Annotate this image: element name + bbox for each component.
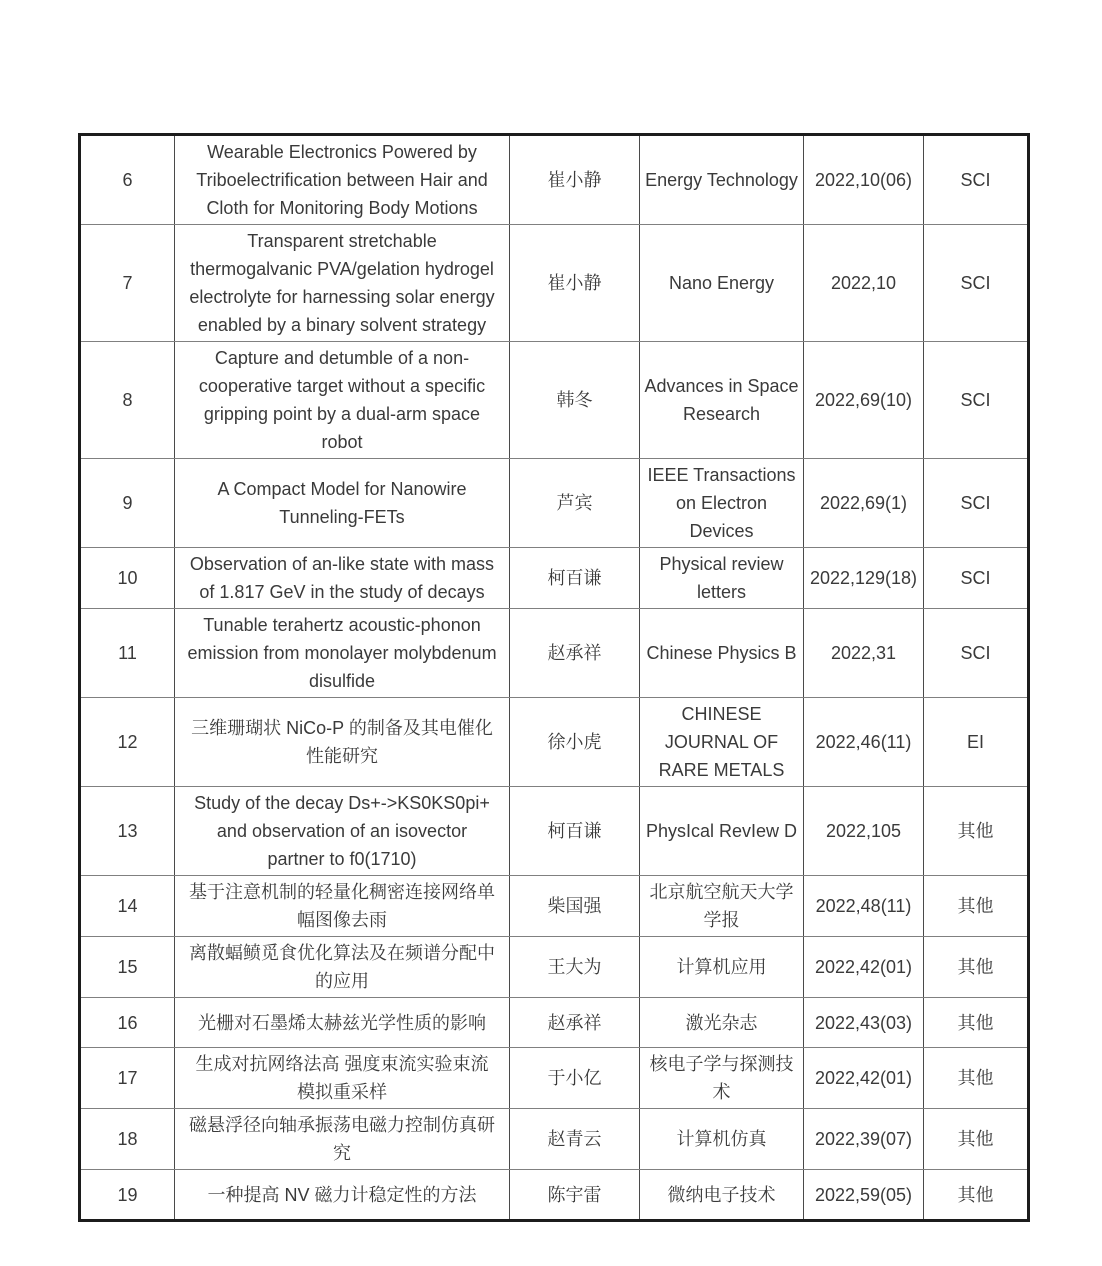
cell-journal: 微纳电子技术: [640, 1170, 804, 1221]
cell-title: Capture and detumble of a non-cooperative target without a specific gripping point by a dual-arm space robot: [175, 342, 510, 459]
cell-index: 其他: [924, 1170, 1029, 1221]
cell-issue: 2022,42(01): [804, 1048, 924, 1109]
cell-no: 6: [80, 135, 175, 225]
cell-title: Observation of an-like state with mass of 1.817 GeV in the study of decays: [175, 548, 510, 609]
cell-author: 崔小静: [510, 135, 640, 225]
cell-author: 赵承祥: [510, 609, 640, 698]
cell-no: 7: [80, 225, 175, 342]
table-row: [80, 998, 1029, 1048]
cell-journal: 计算机仿真: [640, 1109, 804, 1170]
table-row: [80, 1109, 1029, 1170]
table-row: [80, 459, 1029, 548]
table-row: [80, 876, 1029, 937]
cell-no: 9: [80, 459, 175, 548]
cell-title: Study of the decay Ds+->KS0KS0pi+ and observation of an isovector partner to f0(1710): [175, 787, 510, 876]
cell-index: SCI: [924, 609, 1029, 698]
cell-index: 其他: [924, 1109, 1029, 1170]
cell-author: 王大为: [510, 937, 640, 998]
table-row: [80, 1170, 1029, 1221]
cell-issue: 2022,69(1): [804, 459, 924, 548]
cell-title: Tunable terahertz acoustic-phonon emission from monolayer molybdenum disulfide: [175, 609, 510, 698]
cell-journal: 计算机应用: [640, 937, 804, 998]
cell-title: 光栅对石墨烯太赫兹光学性质的影响: [175, 998, 510, 1048]
cell-author: 柯百谦: [510, 548, 640, 609]
cell-no: 15: [80, 937, 175, 998]
cell-index: SCI: [924, 548, 1029, 609]
cell-no: 11: [80, 609, 175, 698]
table-body: [80, 135, 1029, 1221]
cell-journal: Nano Energy: [640, 225, 804, 342]
table-row: [80, 787, 1029, 876]
cell-index: SCI: [924, 135, 1029, 225]
cell-journal: PhysIcal RevIew D: [640, 787, 804, 876]
table-row: [80, 1048, 1029, 1109]
cell-no: 18: [80, 1109, 175, 1170]
cell-journal: Chinese Physics B: [640, 609, 804, 698]
cell-issue: 2022,59(05): [804, 1170, 924, 1221]
cell-index: EI: [924, 698, 1029, 787]
cell-title: 基于注意机制的轻量化稠密连接网络单幅图像去雨: [175, 876, 510, 937]
cell-author: 芦宾: [510, 459, 640, 548]
cell-index: 其他: [924, 787, 1029, 876]
cell-journal: IEEE Transactions on Electron Devices: [640, 459, 804, 548]
cell-issue: 2022,39(07): [804, 1109, 924, 1170]
cell-issue: 2022,10: [804, 225, 924, 342]
cell-no: 8: [80, 342, 175, 459]
publications-table: [78, 133, 1030, 1222]
table-row: [80, 937, 1029, 998]
cell-issue: 2022,10(06): [804, 135, 924, 225]
cell-author: 于小亿: [510, 1048, 640, 1109]
cell-title: 生成对抗网络法高 强度束流实验束流模拟重采样: [175, 1048, 510, 1109]
table-row: [80, 698, 1029, 787]
cell-index: 其他: [924, 998, 1029, 1048]
cell-index: SCI: [924, 342, 1029, 459]
cell-author: 徐小虎: [510, 698, 640, 787]
cell-index: 其他: [924, 1048, 1029, 1109]
table-row: [80, 225, 1029, 342]
table-row: [80, 609, 1029, 698]
cell-journal: Energy Technology: [640, 135, 804, 225]
cell-no: 10: [80, 548, 175, 609]
cell-index: SCI: [924, 459, 1029, 548]
cell-author: 陈宇雷: [510, 1170, 640, 1221]
table-row: [80, 548, 1029, 609]
cell-title: 三维珊瑚状 NiCo-P 的制备及其电催化性能研究: [175, 698, 510, 787]
cell-journal: 北京航空航天大学学报: [640, 876, 804, 937]
cell-issue: 2022,48(11): [804, 876, 924, 937]
cell-author: 韩冬: [510, 342, 640, 459]
cell-issue: 2022,129(18): [804, 548, 924, 609]
cell-no: 13: [80, 787, 175, 876]
cell-no: 19: [80, 1170, 175, 1221]
cell-issue: 2022,43(03): [804, 998, 924, 1048]
cell-no: 14: [80, 876, 175, 937]
cell-author: 赵青云: [510, 1109, 640, 1170]
cell-journal: 激光杂志: [640, 998, 804, 1048]
cell-title: Transparent stretchable thermogalvanic PVA/gelation hydrogel electrolyte for harnessing solar energy enabled by a binary solvent strategy: [175, 225, 510, 342]
cell-journal: Physical review letters: [640, 548, 804, 609]
cell-index: SCI: [924, 225, 1029, 342]
cell-title: A Compact Model for Nanowire Tunneling-FETs: [175, 459, 510, 548]
cell-index: 其他: [924, 876, 1029, 937]
cell-no: 16: [80, 998, 175, 1048]
cell-issue: 2022,69(10): [804, 342, 924, 459]
table-row: [80, 135, 1029, 225]
cell-author: 柴国强: [510, 876, 640, 937]
cell-title: 磁悬浮径向轴承振荡电磁力控制仿真研究: [175, 1109, 510, 1170]
cell-title: 一种提高 NV 磁力计稳定性的方法: [175, 1170, 510, 1221]
cell-issue: 2022,46(11): [804, 698, 924, 787]
cell-no: 12: [80, 698, 175, 787]
cell-issue: 2022,31: [804, 609, 924, 698]
cell-author: 柯百谦: [510, 787, 640, 876]
cell-journal: CHINESE JOURNAL OF RARE METALS: [640, 698, 804, 787]
cell-author: 赵承祥: [510, 998, 640, 1048]
cell-issue: 2022,105: [804, 787, 924, 876]
cell-index: 其他: [924, 937, 1029, 998]
cell-title: Wearable Electronics Powered by Triboelectrification between Hair and Cloth for Monitoring Body Motions: [175, 135, 510, 225]
cell-author: 崔小静: [510, 225, 640, 342]
cell-journal: Advances in Space Research: [640, 342, 804, 459]
cell-no: 17: [80, 1048, 175, 1109]
table-row: [80, 342, 1029, 459]
cell-journal: 核电子学与探测技术: [640, 1048, 804, 1109]
cell-issue: 2022,42(01): [804, 937, 924, 998]
cell-title: 离散蝠鲼觅食优化算法及在频谱分配中的应用: [175, 937, 510, 998]
